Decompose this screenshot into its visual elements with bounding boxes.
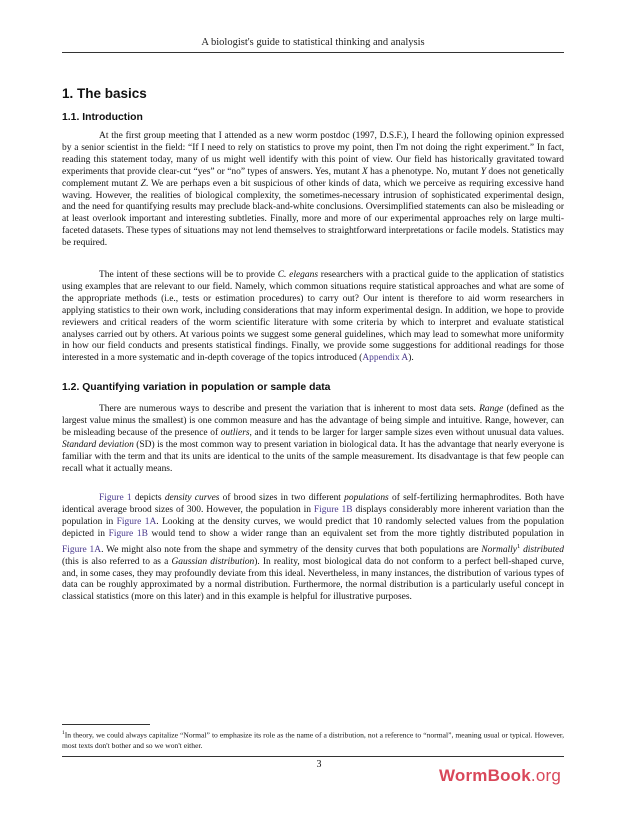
intro-paragraph-1: At the first group meeting that I attended as a new worm postdoc (1997, D.S.F.), I heard the following opinion expressed by a senior scientist in the field: “If I need to rely on statistics to prove my point, then I'm not doing the right experiment.” In fact, reading this statement today, many of us might well identify with this point of view. Our field has historically gravitated toward experiments that provide clear-cut “yes” or “no” types of answers. Yes, mutant X has a phenotype. No, mutant Y does not genetically complement mutant Z. We are perhaps even a bit suspicious of other kinds of data, which we perceive as requiring excessive hand waving. However, the realities of biological complexity, the sometimes-necessary intrusion of sophisticated experimental design, and the need for quantifying results may preclude black-and-white conclusions. Oversimplified statements can also be misleading or at least overlook important and interesting subtleties. Finally, more and more of our experimental approaches rely on large multi-faceted datasets. These types of situations may not lend themselves to straightforward interpretations or facile models. Statistics may be required. bbox=[62, 131, 565, 249]
wormbook-logo[interactable] bbox=[439, 766, 561, 786]
page-number: 3 bbox=[316, 759, 322, 770]
footnote-text: In theory, we could always capitalize “Normal” to emphasize its role as the name of a distribution, not a reference to “normal”, meaning usual or typical. However, most texts don't bother and so we won't either. bbox=[62, 730, 564, 750]
intro-paragraph-2: The intent of these sections will be to provide C. elegans researchers with a practical guide to the application of statistics using examples that are relevant to our field. Namely, which common situations require statistical approaches and what are some of the appropriate methods (i.e., tests or estimation procedures) to carry out? Our intent is therefore to aid worm researchers in applying statistics to their own work, including considerations that may inform experimental design. In addition, we hope to provide reviewers and critical readers of the worm scientific literature with some criteria by which to interpret and evaluate statistical analyses carried out by others. At various points we suggest some general guidelines, which may lead to somewhat more uniformity in how our field conducts and presents statistical findings. Finally, we provide some suggestions for additional readings for those interested in a more systematic and in-depth coverage of the topics introduced (Appendix A). bbox=[62, 270, 564, 364]
subsection-variation-heading: 1.2. Quantifying variation in population or sample data bbox=[62, 382, 331, 393]
logo-name: WormBook bbox=[438, 766, 531, 785]
footnote-rule bbox=[62, 724, 150, 725]
variation-paragraph-1: There are numerous ways to describe and present the variation that is inherent to most data sets. Range (defined as the largest value minus the smallest) is one common measure and has the advantage of being simple and intuitive. Range, however, can be misleading because of the presence of outliers, and it tends to be larger for larger sample sizes even without unusual data values. Standard deviation (SD) is the most common way to present variation in biological data. It has the advantage that nearly everyone is familiar with the term and that its units are identical to the units of the sample measurement. Its disadvantage is that few people can recall what it actually means. bbox=[62, 404, 564, 474]
footnote-mark: 1 bbox=[62, 730, 65, 736]
appendix-a-link[interactable]: Appendix A bbox=[362, 353, 409, 364]
variation-paragraph-2: Figure 1 depicts density curves of brood sizes in two different populations of self-fertilizing hermaphrodites. Both have identical average brood sizes of 300. However, the population in Figure 1B displays considerably more inherent variation than the population in Figure 1A. Looking at the density curves, we would predict that 10 randomly selected values from the population depicted in Figure 1B would tend to show a wider range than an equivalent set from the more tightly distributed population in Figure 1A. We might also note from the shape and symmetry of the density curves that both populations are Normally$^1$ distributed (this is also referred to as a Gaussian distribution). In reality, most biological data do not conform to a perfect bell-shaped curve, and, in some cases, they may profoundly deviate from this ideal. Nevertheless, in many instances, the distribution of various types of data can be roughly approximated by a normal distribution. Furthermore, the normal distribution is a particularly useful concept in classical statistics (more on this later) and in this example is helpful for illustrative purposes. bbox=[62, 493, 565, 603]
subsection-introduction-heading: 1.1. Introduction bbox=[62, 112, 143, 123]
figure-1a-link[interactable]: Figure 1A bbox=[116, 516, 157, 527]
logo-suffix: .org bbox=[530, 766, 561, 785]
figure-1-link[interactable]: Figure 1 bbox=[99, 493, 132, 503]
section-title: 1. The basics bbox=[62, 86, 147, 101]
footnote-reference[interactable]: 1 bbox=[516, 542, 521, 550]
figure-1a-link[interactable]: Figure 1A bbox=[62, 544, 102, 555]
footnote bbox=[62, 728, 564, 751]
figure-1b-link[interactable]: Figure 1B bbox=[313, 504, 353, 515]
running-head: A biologist's guide to statistical thinking and analysis bbox=[201, 37, 425, 48]
figure-1b-link[interactable]: Figure 1B bbox=[108, 528, 148, 539]
footer-rule bbox=[62, 756, 564, 757]
header-rule bbox=[62, 52, 564, 53]
